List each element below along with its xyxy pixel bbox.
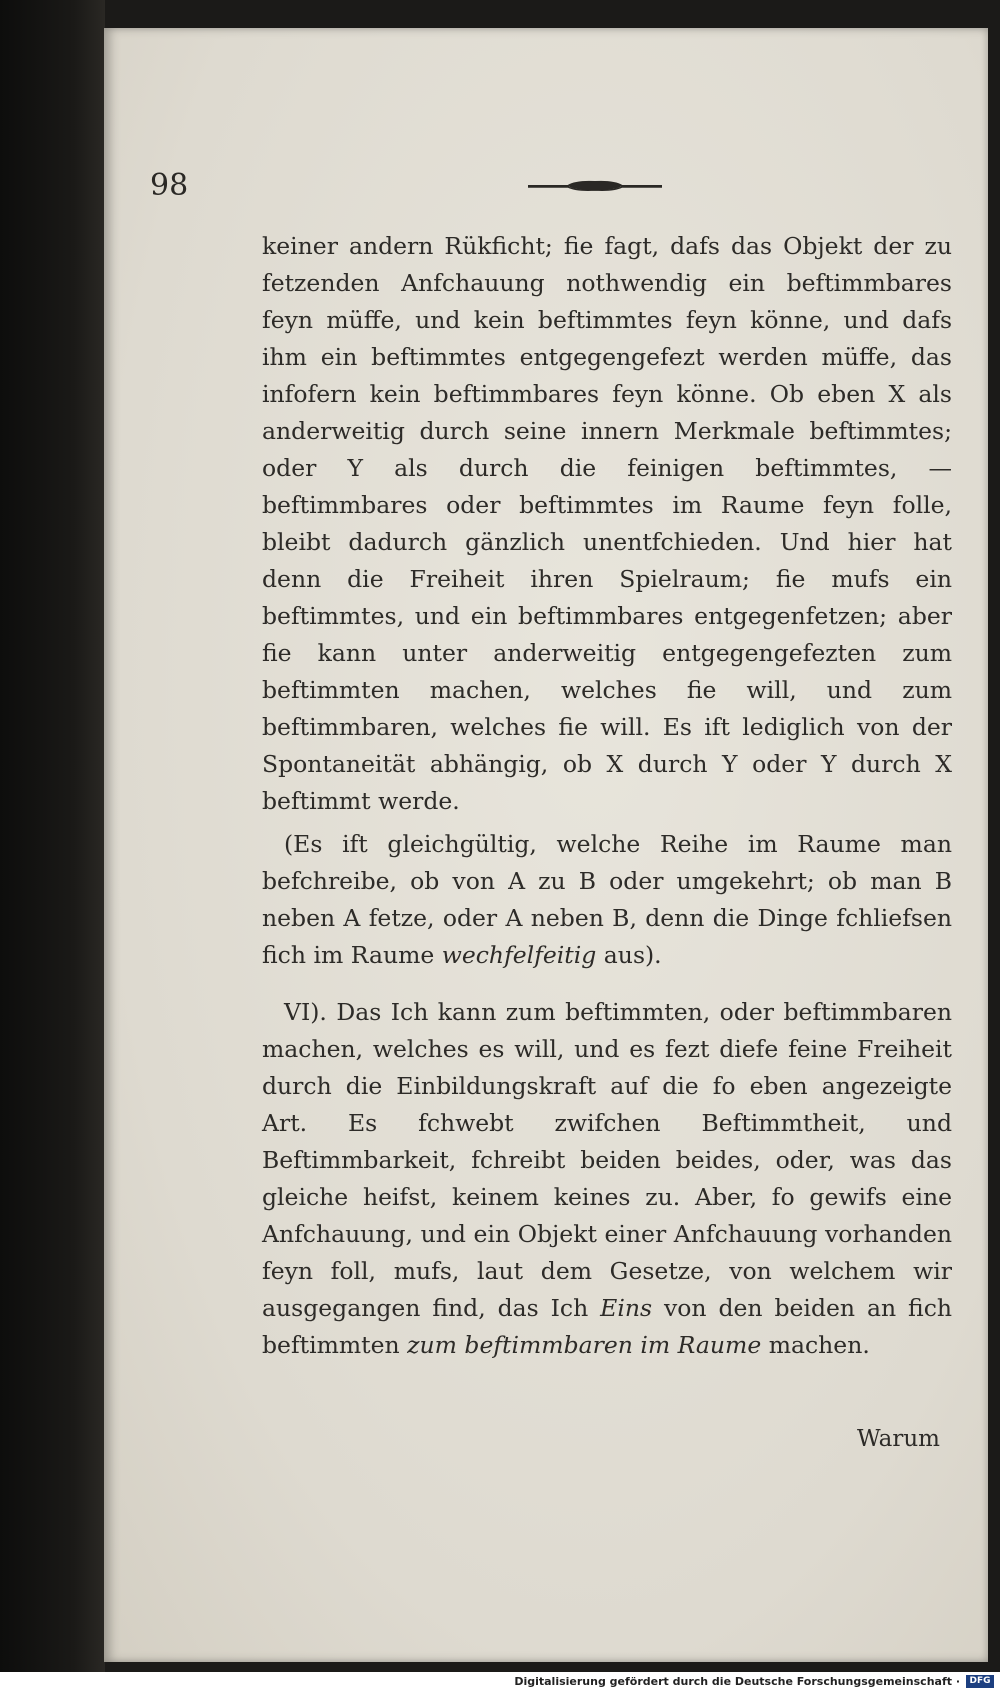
emphasized-text: Eins: [600, 1294, 653, 1322]
scan-left-edge: [0, 0, 105, 1693]
text-segment: von den beiden an fich beftimmten: [262, 1294, 953, 1359]
text-segment: (Es ift gleichgültig, welche Reihe im Raume man befchreibe, ob von A zu B oder umgekehrt; ob man B neben A fetze, oder A neben B, denn die Dinge fchliefsen fich im Raume: [262, 830, 952, 969]
text-segment: keiner andern Rükficht; fie fagt, dafs das Objekt der zu fetzenden Anfchauung nothwendig ein beftimmbares feyn müffe, und kein beftimmtes feyn könne, und dafs ihm ein beftimmtes entgegengefezt werden müffe, das infofern kein beftimmbares feyn könne. Ob eben X als anderweitig durch seine innern Merkmale beftimmtes; oder Y als durch die feinigen beftimmtes, — beftimmbares oder beftimmtes im Raume feyn folle, bleibt dadurch gänzlich unentfchieden. Und hier hat denn die Freiheit ihren Spielraum; fie mufs ein beftimmtes, und ein beftimmbares entgegenfetzen; aber fie kann unter anderweitig entgegengefezten zum beftimmten machen, welches fie will, und zum beftimmbaren, welches fie will. Es ift lediglich von der Spontaneität abhängig, ob X durch Y oder Y durch X beftimmt werde.: [262, 232, 952, 815]
body-text: [262, 228, 952, 1364]
footer-credit: Digitalisierung gefördert durch die Deutsche Forschungsgemeinschaft ·: [514, 1675, 960, 1688]
paragraph: [262, 228, 952, 820]
catchword: Warum: [857, 1426, 940, 1452]
dfg-logo-icon: DFG: [966, 1675, 994, 1688]
emphasized-text: wechfelfeitig: [441, 941, 597, 969]
paragraph: [262, 994, 952, 1364]
text-segment: VI). Das Ich kann zum beftimmten, oder beftimmbaren machen, welches es will, und es fezt diefe feine Freiheit durch die Einbildungskraft auf die fo eben angezeigte Art. Es fchwebt zwifchen Beftimmtheit, und Beftimmbarkeit, fchreibt beiden beides, oder, was das gleiche heifst, keinem keines zu. Aber, fo gewifs eine Anfchauung, und ein Objekt einer Anfchauung vorhanden feyn foll, mufs, laut dem Gesetze, von welchem wir ausgegangen find, das Ich: [262, 998, 952, 1322]
page-number: 98: [150, 168, 189, 203]
paragraph: [262, 826, 952, 974]
header-ornament-icon: [528, 180, 662, 192]
text-segment: aus).: [596, 941, 662, 969]
emphasized-text: zum beftimmbaren im Raume: [407, 1331, 762, 1359]
text-segment: machen.: [761, 1331, 870, 1359]
